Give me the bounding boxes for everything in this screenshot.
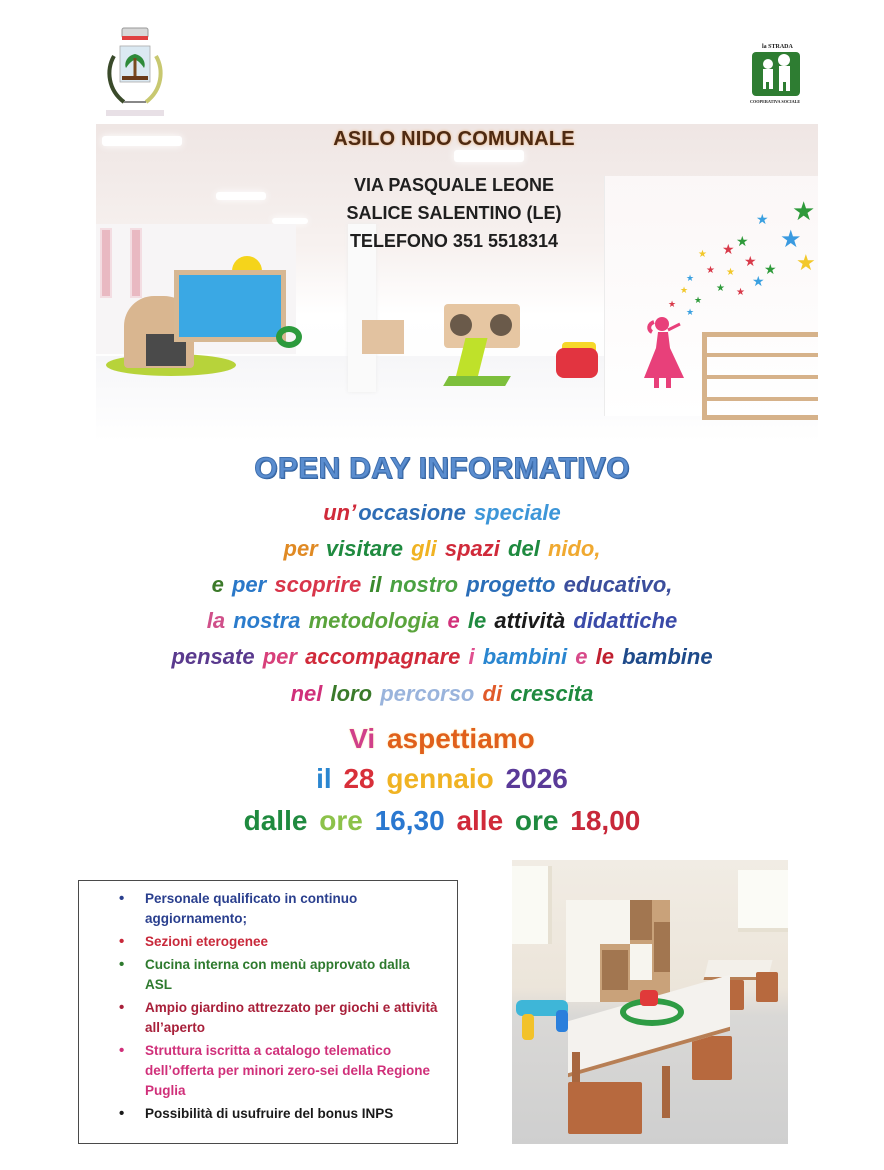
colored-word: nostra — [233, 608, 301, 633]
girl-silhouette-decoration — [642, 314, 688, 390]
window — [130, 228, 142, 298]
table-leg — [572, 1052, 580, 1082]
wall-bars — [702, 332, 818, 420]
feature-item — [115, 1104, 439, 1124]
colored-word: occasione — [358, 500, 466, 525]
colored-word: 18,00 — [570, 805, 641, 836]
star-decoration: ★ — [736, 233, 749, 249]
colored-word: visitare — [325, 536, 403, 561]
ceiling-light — [454, 150, 524, 162]
bullet-icon: • — [119, 890, 125, 907]
star-decoration: ★ — [686, 307, 695, 317]
invite-line-time — [0, 804, 884, 838]
cabinet-door — [630, 944, 652, 980]
nursery-title: ASILO NIDO COMUNALE — [333, 128, 575, 150]
svg-text:COOPERATIVA SOCIALE: COOPERATIVA SOCIALE — [750, 99, 801, 104]
colored-word: gli — [411, 536, 437, 561]
star-decoration: ★ — [752, 273, 765, 289]
star-decoration: ★ — [744, 253, 757, 269]
cabinet-cubby — [654, 922, 670, 972]
la-strada-cooperative-logo — [746, 40, 808, 106]
bullet-icon: • — [119, 1042, 125, 1059]
features-list — [115, 889, 439, 1124]
colored-word: 16,30 — [374, 805, 445, 836]
wooden-chair — [756, 972, 778, 1002]
cabinet-panel — [566, 900, 600, 1002]
colored-word: educativo, — [563, 572, 673, 597]
features-box — [78, 880, 458, 1144]
address-street: VIA PASQUALE LEONE — [353, 175, 555, 195]
intro-line-6 — [0, 679, 884, 709]
bar — [707, 353, 818, 357]
colored-word: progetto — [466, 572, 556, 597]
colored-word: scoprire — [274, 572, 362, 597]
cabinet-cubby — [630, 900, 652, 940]
toy-leg — [556, 1010, 568, 1032]
feature-item — [115, 998, 439, 1038]
toy-car — [556, 348, 598, 378]
colored-word: ore — [319, 805, 363, 836]
colored-word: percorso — [380, 681, 475, 706]
wooden-box — [362, 320, 404, 354]
ceiling-light — [216, 192, 266, 200]
colored-word: aspettiamo — [386, 723, 535, 754]
comune-coat-of-arms-logo — [100, 26, 170, 120]
window — [512, 866, 552, 944]
colored-word: pensate — [171, 644, 255, 669]
colored-word: un’ — [323, 500, 357, 525]
wooden-chair — [568, 1082, 642, 1134]
colored-word: 2026 — [505, 763, 568, 794]
colored-word: gennaio — [386, 763, 494, 794]
colored-word: bambini — [482, 644, 568, 669]
intro-line-2 — [0, 534, 884, 564]
cabinet-cubby — [602, 950, 628, 990]
table-leg — [662, 1066, 670, 1118]
star-decoration: ★ — [694, 295, 703, 305]
colored-word: e — [211, 572, 224, 597]
open-day-headline: OPEN DAY INFORMATIVO — [254, 452, 630, 485]
nursery-playroom-photo — [96, 124, 818, 442]
colored-word: di — [482, 681, 503, 706]
address-city: SALICE SALENTINO (LE) — [346, 203, 562, 223]
colored-word: alle — [456, 805, 504, 836]
star-decoration: ★ — [686, 273, 695, 283]
star-decoration: ★ — [796, 250, 816, 275]
feature-text: Cucina interna con menù approvato dalla ASL — [145, 957, 410, 992]
phone-number: TELEFONO 351 5518314 — [349, 231, 559, 251]
star-decoration: ★ — [716, 283, 725, 294]
feature-text: Sezioni eterogenee — [145, 934, 269, 949]
star-decoration: ★ — [706, 265, 715, 276]
bullet-icon: • — [119, 956, 125, 973]
feature-text: Personale qualificato in continuo aggiornamento; — [145, 891, 358, 926]
intro-line-3 — [0, 570, 884, 600]
colored-word: bambine — [622, 644, 713, 669]
colored-word: del — [508, 536, 540, 561]
star-decoration: ★ — [756, 211, 769, 227]
colored-word: per — [262, 644, 297, 669]
window — [738, 870, 788, 932]
colored-word: i — [468, 644, 475, 669]
cube-hole — [450, 314, 472, 336]
cabinet-door — [600, 900, 630, 944]
intro-line-5 — [0, 642, 884, 672]
colored-word: per — [283, 536, 318, 561]
bullet-icon: • — [119, 999, 125, 1016]
la-strada-family-icon — [746, 40, 808, 106]
cube-hole — [490, 314, 512, 336]
star-decoration: ★ — [780, 226, 802, 253]
bar — [707, 375, 818, 379]
colored-word: dalle — [243, 805, 308, 836]
colored-word: e — [575, 644, 588, 669]
colored-word: ore — [514, 805, 559, 836]
star-decoration: ★ — [668, 299, 677, 309]
feature-item — [115, 932, 439, 952]
colored-word: il — [369, 572, 382, 597]
colored-word: le — [467, 608, 487, 633]
colored-word: nido, — [547, 536, 601, 561]
colored-word: spazi — [444, 536, 500, 561]
feature-text: Possibilità di usufruire del bonus INPS — [145, 1106, 394, 1121]
colored-word: nel — [290, 681, 323, 706]
colored-word: accompagnare — [305, 644, 461, 669]
wooden-chair — [692, 1036, 732, 1080]
wooden-cabinet — [566, 900, 670, 1002]
svg-text:la STRADA: la STRADA — [762, 44, 793, 50]
feature-text: Struttura iscritta a catalogo telematico dell’offerta per minori zero-sei della Regione Puglia — [145, 1043, 431, 1098]
star-decoration: ★ — [722, 241, 735, 257]
classroom-tables-photo — [512, 860, 788, 1144]
colored-word: metodologia — [308, 608, 440, 633]
colored-word: loro — [330, 681, 373, 706]
colored-word: il — [316, 763, 332, 794]
intro-line-4 — [0, 606, 884, 636]
bullet-icon: • — [119, 933, 125, 950]
blue-play-booth — [174, 270, 286, 342]
colored-word: le — [595, 644, 614, 669]
colored-word: la — [206, 608, 226, 633]
star-decoration: ★ — [792, 196, 816, 226]
colored-word: Vi — [349, 723, 376, 754]
bar — [707, 397, 818, 401]
colored-word: crescita — [510, 681, 594, 706]
star-decoration: ★ — [698, 249, 707, 260]
colored-word: e — [447, 608, 460, 633]
play-mat — [443, 376, 511, 386]
invite-line-date — [0, 762, 884, 796]
coat-of-arms-icon — [100, 26, 170, 120]
star-decoration: ★ — [764, 261, 777, 277]
colored-word: attività — [494, 608, 566, 633]
colored-word: speciale — [473, 500, 561, 525]
toy-leg — [522, 1014, 534, 1040]
colored-word: nostro — [389, 572, 459, 597]
feature-text: Ampio giardino attrezzato per giochi e attività all’aperto — [145, 1000, 438, 1035]
star-decoration: ★ — [726, 267, 735, 278]
feature-item — [115, 1041, 439, 1101]
star-decoration: ★ — [680, 285, 689, 295]
colored-word: per — [231, 572, 267, 597]
colored-word: 28 — [343, 763, 375, 794]
feature-item — [115, 955, 439, 995]
star-decoration: ★ — [736, 287, 745, 298]
ceiling-light — [102, 136, 182, 146]
window — [100, 228, 112, 298]
colored-word: didattiche — [573, 608, 678, 633]
toy-house — [640, 990, 658, 1006]
green-tunnel-toy — [276, 326, 302, 348]
invite-line-welcome — [0, 722, 884, 756]
bullet-icon: • — [119, 1105, 125, 1122]
feature-item — [115, 889, 439, 929]
intro-line-1 — [0, 498, 884, 528]
